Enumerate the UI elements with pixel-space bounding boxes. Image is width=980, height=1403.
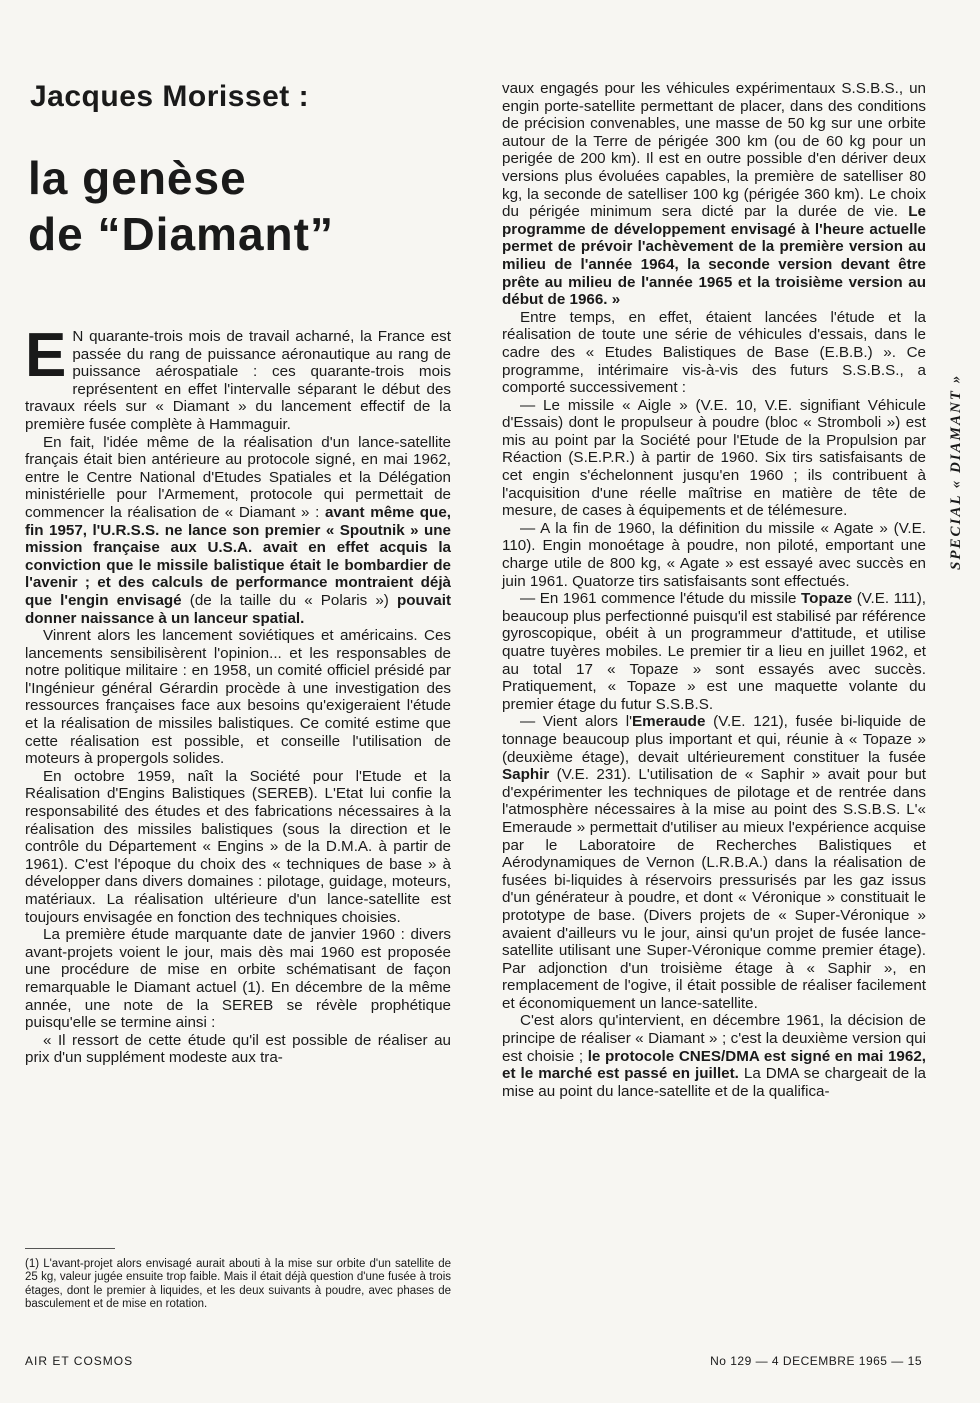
paragraph-text: (V.E. 111), beaucoup plus perfectionné puisqu'il est stabilisé par référence gyroscopique, obéit à un programmeur d'attitude, et utilise quatre tuyères mobiles. Le premier tir a lieu en juillet 1962, et au total 17 « Topaze » sont essayés avec succès. Pratiquement, « Topaze » est une maquette volante du premier étage du futur S.S.B.S.	[502, 590, 926, 713]
bold-text: Le programme de développement envisagé à l'heure actuelle permet de prévoir l'achèvement de la première version au milieu de l'année 1964, la seconde version devant être prête au milieu de l'année 1965 et la troisième version au début de 1966. »	[502, 203, 926, 309]
title-line-1: la genèse	[28, 152, 247, 204]
title-line-2: de “Diamant”	[28, 208, 334, 260]
side-label-text: SPECIAL « DIAMANT »	[948, 373, 964, 570]
paragraph-text: En fait, l'idée même de la réalisation d'un lance-satellite français était bien antérieure au protocole signé, en mai 1962, entre le Centre National d'Etudes Spatiales et la Délégation ministérielle pour l'Armement, protocole qui permettait de commencer la réalisation de « Diamant » :	[25, 433, 451, 521]
paragraph	[502, 1012, 926, 1100]
bold-text: pouvait donner naissance à un lanceur spatial.	[25, 591, 452, 627]
footnote	[25, 1258, 451, 1312]
paragraph: — Le missile « Aigle » (V.E. 10, V.E. signifiant Véhicule d'Essais) dont le propulseur à poudre (bloc « Stromboli ») est mis au point par la Société pour l'Etude de la Propulsion par Réaction (S.E.P.R.) à partir de 1960. Six tirs satisfaisants de cet engin s'échelonnent jusqu'en 1960 ; ils contribuent à l'acquisition d'une réelle maîtrise en matière de tête de mesure, de cases à équipements et de télémesure.	[502, 396, 926, 520]
footnote-text: (1) L'avant-projet alors envisagé aurait abouti à la mise sur orbite d'un satellite de 25 kg, valeur jugée ensuite trop faible. Mais il était déjà question d'une fusée à trois étages, dont le premier à liquides, et les deux suivants à poudre, avec phases de basculement et de mise en rotation.	[25, 1258, 451, 1311]
paragraph-text: N quarante-trois mois de travail acharné, la France est passée du rang de puissance aéronautique au rang de puissance aérospatiale : ces quarante-trois mois représentent en effet l'intervalle séparant le début des travaux réels sur « Diamant » du lancement effectif de la première fusée complète à Hammaguir.	[25, 328, 451, 433]
bold-text: Saphir	[502, 766, 550, 784]
paragraph	[502, 713, 926, 1012]
paragraph: « Il ressort de cette étude qu'il est possible de réaliser au prix d'un supplément modeste aux tra-	[25, 1031, 451, 1067]
paragraph-text: — Vient alors l'	[520, 713, 632, 731]
paragraph	[502, 80, 926, 309]
publication-name: AIR ET COSMOS	[25, 1354, 134, 1368]
paragraph: Vinrent alors les lancement soviétiques et américains. Ces lancements sensibilisèrent l'opinion... et les responsables de notre politique militaire : en 1958, un comité officiel présidé par l'Ingénieur général Gérardin procède à une investigation des ressources françaises face aux besoins qu'exigeraient l'étude et la réalisation de missiles balistiques. Ce comité estime que cette réalisation est possible, et conseille l'utilisation de moteurs à propergols solides.	[25, 627, 451, 768]
paragraph: Entre temps, en effet, étaient lancées l'étude et la réalisation de toute une série de véhicules d'essais, dans le cadre des « Etudes Balistiques de Base (E.B.B.) ». Ce programme, intérimaire vis-à-vis des futurs S.S.B.S., a comporté successivement :	[502, 308, 926, 397]
footnote-divider	[25, 1248, 115, 1249]
issue-and-page: No 129 — 4 DECEMBRE 1965 — 15	[710, 1354, 922, 1368]
bold-text: Topaze	[801, 590, 853, 608]
left-column	[25, 321, 452, 1067]
paragraph-text: vaux engagés pour les véhicules expérimentaux S.S.B.S., un engin porte-satellite permettant de placer, dans des conditions de précision convenables, une masse de 50 kg sur une orbite autour de la Terre de périgée 300 km (ou de 60 kg pour un perigée de 200 km). Il est en outre possible d'en dériver deux versions plus évoluées capables, la première de satelliser 80 kg, la seconde de satelliser 100 kg (périgée 360 km). Le choix du périgée minimum sera dicté par la durée de vie.	[502, 80, 926, 221]
right-column	[502, 80, 926, 1100]
article-title	[28, 150, 334, 262]
paragraph: La première étude marquante date de janvier 1960 : divers avant-projets voient le jour, mais dès mai 1960 est proposée une procédure de mise en orbite schématisant de façon remarquable le Diamant actuel (1). En décembre de la même année, une note de la SEREB se révèle prophétique puisqu'elle se termine ainsi :	[25, 926, 451, 1032]
paragraph-text: (de la taille du « Polaris »)	[181, 591, 397, 609]
paragraph	[502, 590, 926, 713]
paragraph: — A la fin de 1960, la définition du missile « Agate » (V.E. 110). Engin monoétage à poudre, non piloté, emportant une charge utile de 800 kg, « Agate » est essayé avec succès en juin 1961. Quatorze tirs satisfaisants sont effectués.	[502, 519, 926, 590]
paragraph-text: La DMA se chargeait de la mise au point du lance-satellite et de la qualifica-	[502, 1065, 926, 1100]
paragraph-text: C'est alors qu'intervient, en décembre 1961, la décision de principe de réaliser « Diamant » ; c'est la deuxième version qui est choisie ;	[502, 1012, 926, 1065]
bold-text: Emeraude	[631, 713, 706, 731]
bold-text: avant même que, fin 1957, l'U.R.S.S. ne lance son premier « Spoutnik » une mission française aux U.S.A. avait en effet acquis la conviction que le missile balistique était le bombardier de l'avenir ; et des calculs de performance montraient déjà que l'engin envisagé	[25, 503, 451, 609]
bold-text: le protocole CNES/DMA est signé en mai 1962, et le marché est passé en juillet.	[502, 1047, 926, 1083]
paragraph-text: (V.E. 231). L'utilisation de « Saphir » avait pour but d'expérimenter les techniques de pilotage et de rentrée dans l'atmosphère nécessaires à la mise au point des S.S.B.S. L'« Emeraude » permettait d'utiliser au mieux l'expérience acquise par le Laboratoire de Recherches Balistiques et Aérodynamiques de Vernon (L.R.B.A.) dans la réalisation de fusées bi-liquides à réservoirs pressurisés par les gaz issus d'un générateur à poudre, et dont « Véronique » constituait le prototype de base. (Divers projets de « Super-Véronique » avaient d'ailleurs vu le jour, ainsi qu'un projet de fusée lance-satellite utilisant une Super-Véronique comme premier étage). Par adjonction d'un troisième étage à « Saphir », en remplacement de l'ogive, il était possible de réaliser facilement et économiquement un lance-satellite.	[502, 766, 926, 1012]
paragraph	[25, 321, 451, 434]
section-side-label	[948, 330, 970, 570]
paragraph-text: (V.E. 121), fusée bi-liquide de tonnage beaucoup plus important et qui, réunie à « Topaze » (deuxième étage), devait ultérieurement constituer la fusée	[502, 713, 926, 766]
byline: Jacques Morisset :	[30, 80, 310, 113]
paragraph: En octobre 1959, naît la Société pour l'Etude et la Réalisation d'Engins Balistiques (SEREB). L'Etat lui confie la responsabilité des études et des fabrications nécessaires à la réalisation des missiles balistiques (sous la direction et le contrôle du Département « Engins » de la D.M.A. à partir de 1961). C'est l'époque du choix des « techniques de base » à développer dans divers domaines : pilotage, guidage, moteurs, matériaux. La réalisation ultérieure d'un lance-satellite est toujours envisagée en fonction des techniques choisies.	[25, 767, 451, 926]
paragraph	[25, 434, 451, 628]
paragraph-text: — En 1961 commence l'étude du missile	[520, 590, 802, 608]
drop-cap: E	[25, 321, 67, 390]
